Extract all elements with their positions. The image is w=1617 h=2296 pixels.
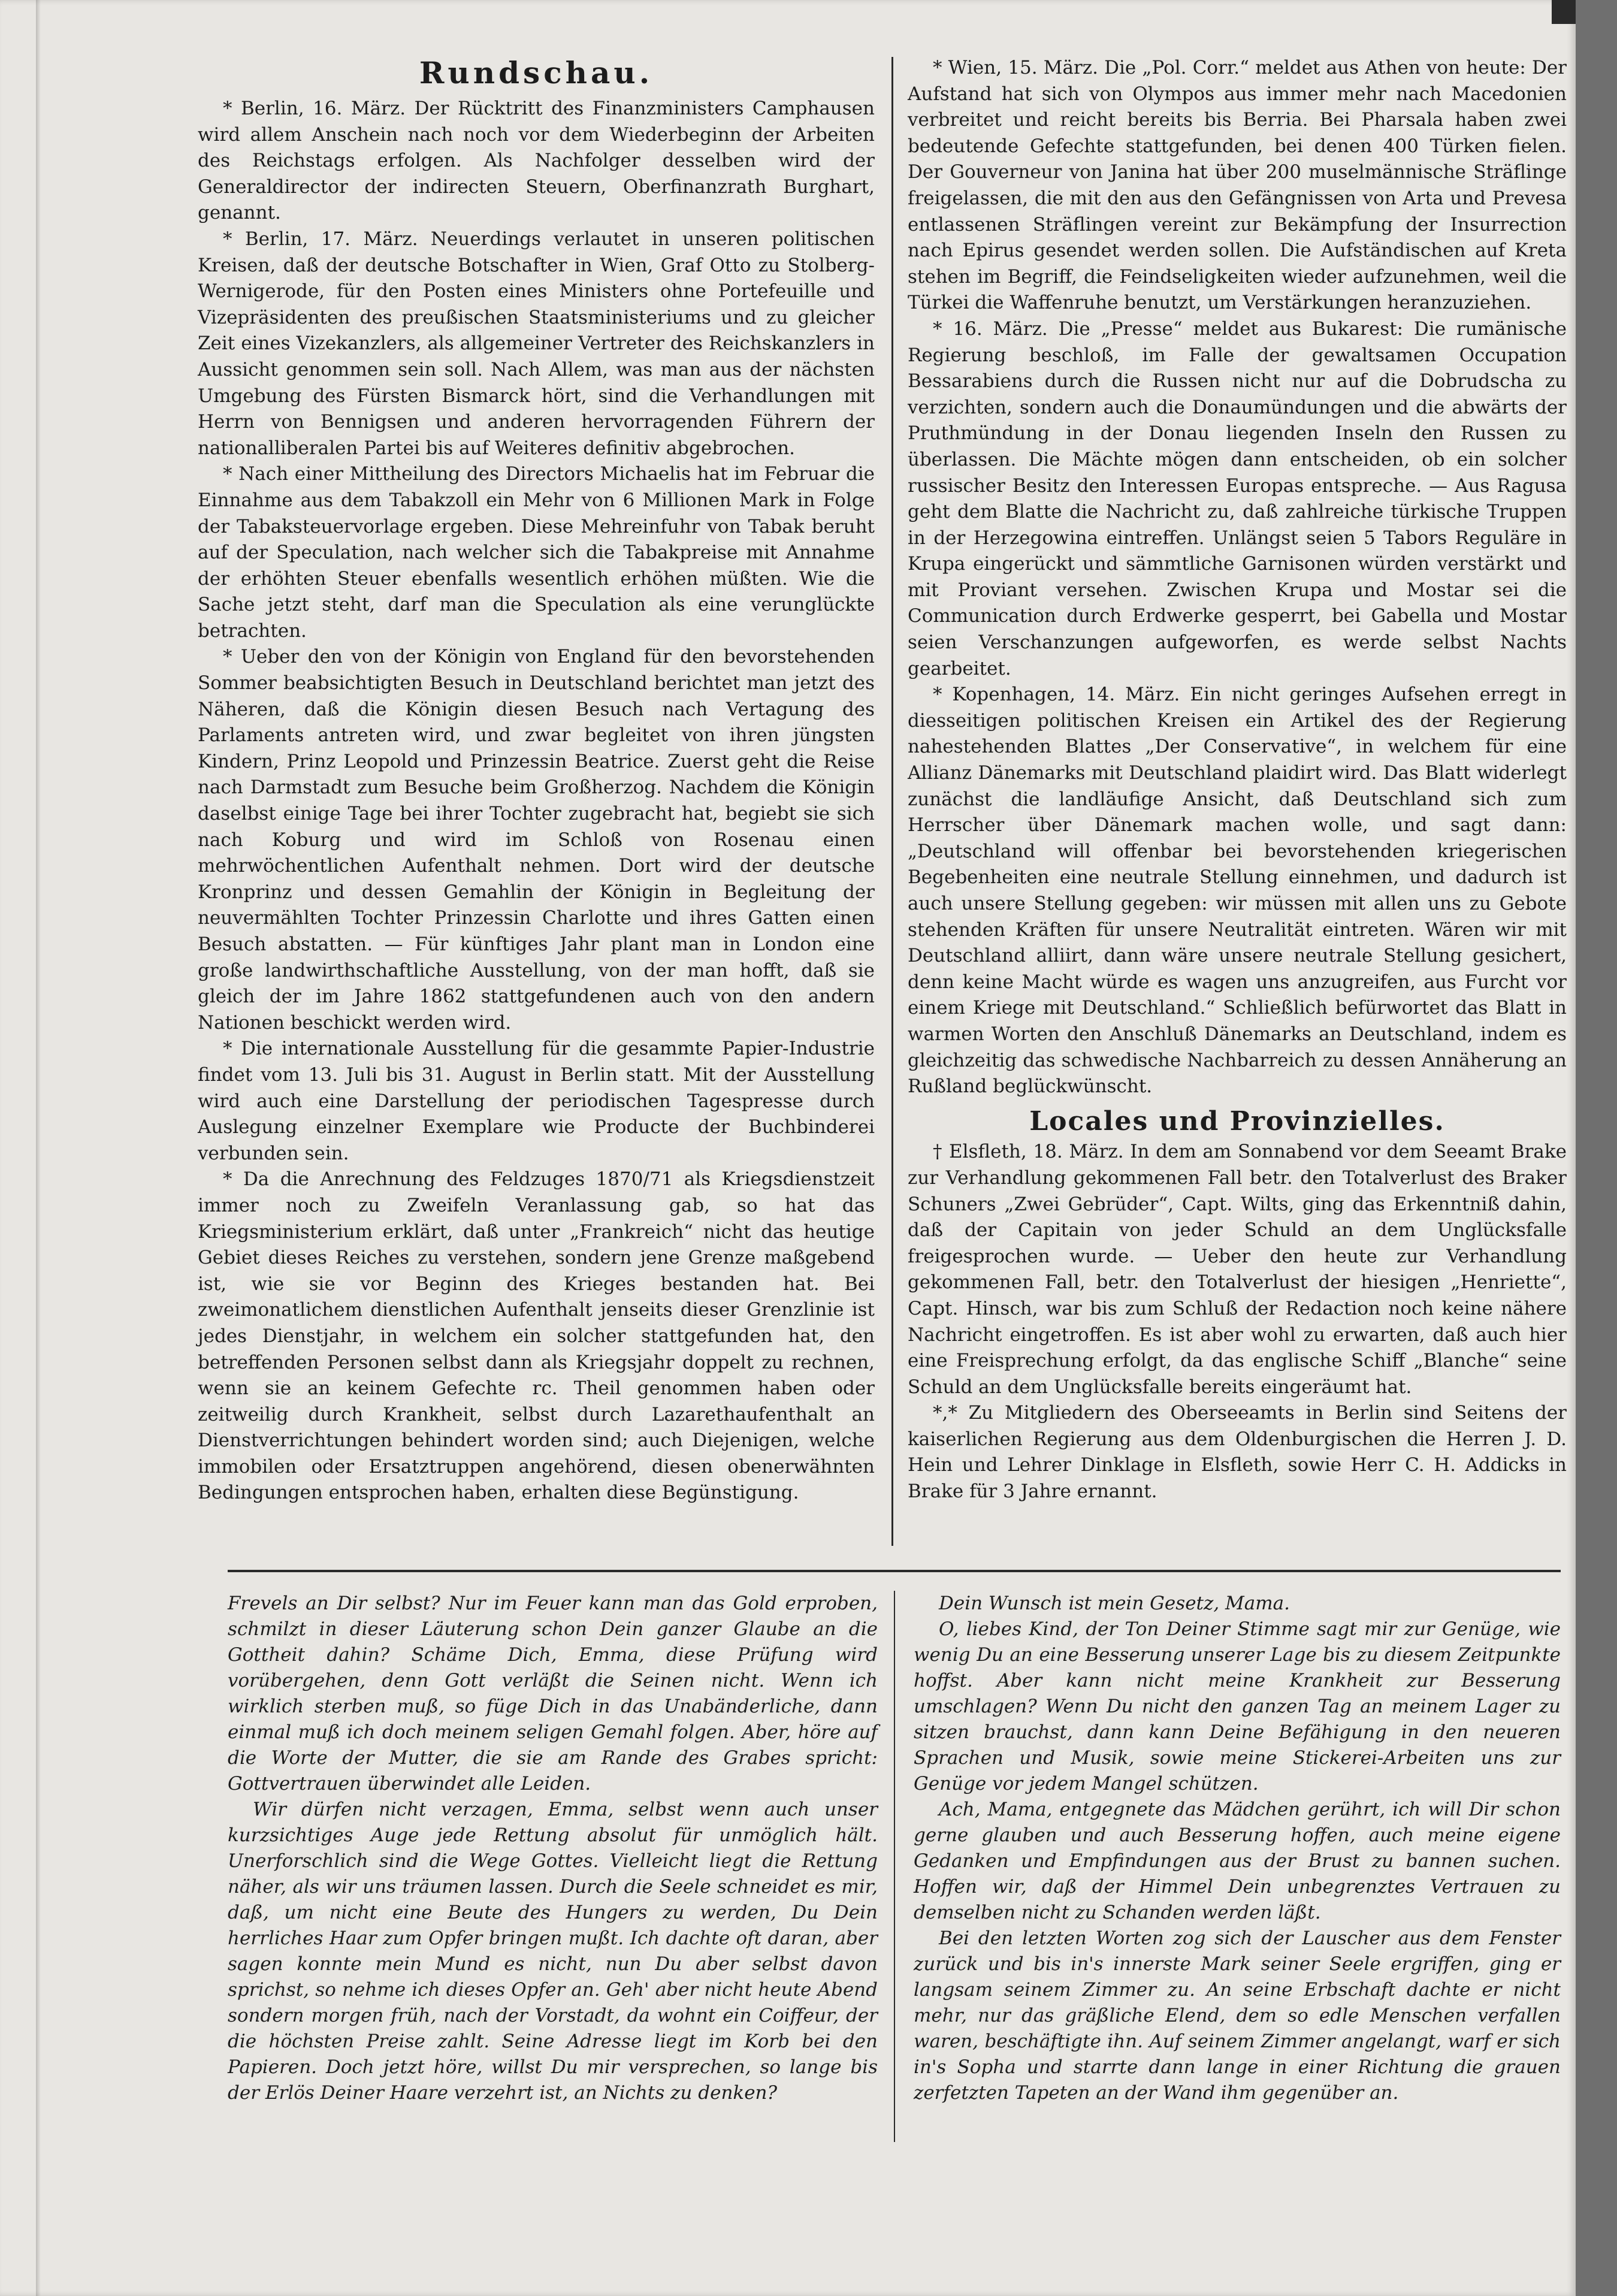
feuilleton-paragraph: Ach, Mama, entgegnete das Mädchen gerührt, ich will Dir schon gerne glauben und auch Besserung hoffen, auch meine eigene Gedanken und Empfindungen aus der Brust zu bannen suchen. Hoffen wir, daß der Himmel Dein unbegrenztes Vertrauen zu demselben nicht zu Schanden werden läßt. xyxy=(914,1799,1561,1923)
section-title-rundschau: Rundschau. xyxy=(419,55,654,90)
local-news-item: *,* Zu Mitgliedern des Oberseeamts in Berlin sind Seitens der kaiserlichen Regierung aus dem Oldenburgischen die Herren J. D. Hein und Lehrer Dinklage in Elsfleth, sowie Herr C. H. Addicks in Brake für 3 Jahre ernannt. xyxy=(908,1402,1567,1503)
feuilleton-paragraph: Wir dürfen nicht verzagen, Emma, selbst wenn auch unser kurzsichtiges Auge jede Rettung absolut für unmöglich hält. Unerforschlich sind die Wege Gottes. Vielleicht liegt die Rettung näher, als wir uns träumen lassen. Durch die Seele schneidet es mir, daß, um nicht eine Beute des Hungers zu werden, Du Dein herrliches Haar zum Opfer bringen mußt. Ich dachte oft daran, aber sagen konnte mein Mund es nicht, nun Du aber selbst davon sprichst, so nehme ich dieses Opfer an. Geh' aber nicht heute Abend sondern morgen früh, nach der Vorstadt, da wohnt ein Coiffeur, der die höchsten Preise zahlt. Seine Adresse liegt im Korb bei den Papieren. Doch jetzt höre, willst Du mir versprechen, so lange bis der Erlös Deiner Haare verzehrt ist, an Nichts zu denken? xyxy=(228,1799,878,2104)
column-divider-top xyxy=(891,57,893,1546)
news-item: * Die internationale Ausstellung für die gesammte Papier-Industrie findet vom 13. Juli bis 31. August in Berlin statt. Mit der Ausstellung wird auch eine Darstellung der periodischen Tagespresse durch Auslegung einzelner Exemplare wie Producte der Buchbinderei verbunden sein. xyxy=(198,1038,875,1164)
left-news-column xyxy=(198,96,875,1506)
section-heading-local: Locales und Provinzielles. xyxy=(1029,1105,1445,1137)
corner-tab xyxy=(1552,0,1576,24)
news-item: * 16. März. Die „Presse“ meldet aus Bukarest: Die rumänische Regierung beschloß, im Falle der gewaltsamen Occupation Bessarabiens durch die Russen nicht nur auf die Dobrudscha zu verzichten, sondern auch die Donaumündungen und die abwärts der Pruthmündung in der Donau liegenden Inseln den Russen zu überlassen. Die Mächte mögen dann entscheiden, ob ein solcher russischer Besitz den Interessen Europas entspreche. — Aus Ragusa geht dem Blatte die Nachricht zu, daß zahlreiche türkische Truppen in der Herzegowina eintreffen. Unlängst seien 5 Tabors Reguläre in Krupa eingerückt und sämmtliche Garnisonen würden verstärkt und mit Proviant versehen. Zwischen Krupa und Mostar sei die Communication durch Erdwerke gesperrt, bei Gabella und Mostar seien Verschanzungen aufgeworfen, es werde selbst Nachts gearbeitet. xyxy=(908,318,1567,679)
news-item: * Ueber den von der Königin von England für den bevorstehenden Sommer beabsichtigten Besuch in Deutschland berichtet man jetzt des Näheren, daß die Königin diesen Besuch nach Vertagung des Parlaments antreten wird, und zwar begleitet von ihren jüngsten Kindern, Prinz Leopold und Prinzessin Beatrice. Zuerst geht die Reise nach Darmstadt zum Besuche beim Großherzog. Nachdem die Königin daselbst einige Tage bei ihrer Tochter zugebracht hat, begiebt sie sich nach Koburg und wird im Schloß von Rosenau einen mehrwöchentlichen Aufenthalt nehmen. Dort wird der deutsche Kronprinz und dessen Gemahlin der Königin in Begleitung der neuvermählten Tochter Prinzessin Charlotte und ihres Gatten einen Besuch abstatten. — Für künftiges Jahr plant man in London eine große landwirthschaftliche Ausstellung, von der man hofft, daß sie gleich der im Jahre 1862 stattgefundenen auch von den andern Nationen beschickt werden wird. xyxy=(198,646,875,1034)
column-divider-bottom xyxy=(894,1591,895,2142)
feuilleton-paragraph: Frevels an Dir selbst? Nur im Feuer kann man das Gold erproben, schmilzt in dieser Läuterung schon Dein ganzer Glaube an die Gottheit dahin? Schäme Dich, Emma, diese Prüfung wird vorübergehen, denn Gott verläßt die Seinen nicht. Wenn ich wirklich sterben muß, so füge Dich in das Unabänderliche, dann einmal muß ich doch meinem seligen Gemahl folgen. Aber, höre auf die Worte der Mutter, die sie am Rande des Grabes spricht: Gottvertrauen überwindet alle Leiden. xyxy=(228,1593,878,1794)
news-item: * Berlin, 17. März. Neuerdings verlautet in unseren politischen Kreisen, daß der deutsche Botschafter in Wien, Graf Otto zu Stolberg-Wernigerode, für den Posten eines Ministers ohne Portefeuille und Vizepräsidenten des preußischen Staatsministeriums und zu gleicher Zeit eines Vizekanzlers, als allgemeiner Vertreter des Reichskanzlers in Aussicht genommen sein soll. Nach Allem, was man aus der nächsten Umgebung des Fürsten Bismarck hört, sind die Verhandlungen mit Herrn von Bennigsen und anderen hervorragenden Führern der nationalliberalen Partei bis auf Weiteres definitiv abgebrochen. xyxy=(198,228,875,459)
feuilleton-paragraph: Dein Wunsch ist mein Gesetz, Mama. xyxy=(939,1593,1290,1614)
news-item: * Nach einer Mittheilung des Directors Michaelis hat im Februar die Einnahme aus dem Tabakzoll ein Mehr von 6 Millionen Mark in Folge der Tabaksteuervorlage ergeben. Diese Mehreinfuhr von Tabak beruht auf der Speculation, nach welcher sich die Tabakpreise mit Annahme der erhöhten Steuer ebenfalls wesentlich erhöhen müßten. Wie die Sache jetzt steht, darf man die Speculation als eine verunglückte betrachten. xyxy=(198,463,875,642)
news-item: * Berlin, 16. März. Der Rücktritt des Finanzministers Camphausen wird allem Anschein nach noch vor dem Wiederbeginn der Arbeiten des Reichstags erfolgen. Als Nachfolger desselben wird der Generaldirector der indirecten Steuern, Oberfinanzrath Burghart, genannt. xyxy=(198,98,875,224)
local-news-item: † Elsfleth, 18. März. In dem am Sonnabend vor dem Seeamt Brake zur Verhandlung gekommenen Fall betr. den Totalverlust des Braker Schuners „Zwei Gebrüder“, Capt. Wilts, ging das Erkenntniß dahin, daß der Capitain von jeder Schuld an dem Unglücksfalle freigesprochen wurde. — Ueber den heute zur Verhandlung gekommenen Fall, betr. den Totalverlust der hiesigen „Henriette“, Capt. Hinsch, war bis zum Schluß der Redaction noch keine nähere Nachricht eingetroffen. Es ist aber wohl zu erwarten, daß auch hier eine Freisprechung erfolgt, da das englische Schiff „Blanche“ seine Schuld an dem Unglücksfalle bereits eingeräumt hat. xyxy=(908,1141,1567,1398)
feuilleton-paragraph: O, liebes Kind, der Ton Deiner Stimme sagt mir zur Genüge, wie wenig Du an eine Besserung unserer Lage bis zu diesem Zeitpunkte hoffst. Aber kann nicht meine Krankheit zur Besserung umschlagen? Wenn Du nicht den ganzen Tag an meinem Lager zu sitzen brauchst, dann kann Deine Befähigung in den neueren Sprachen und Musik, sowie meine Stickerei-Arbeiten uns zur Genüge vor jedem Mangel schützen. xyxy=(914,1618,1561,1794)
news-item: * Da die Anrechnung des Feldzuges 1870/71 als Kriegsdienstzeit immer noch zu Zweifeln Veranlassung gab, so hat das Kriegsministerium erklärt, daß unter „Frankreich“ nicht das heutige Gebiet dieses Reiches zu verstehen, sondern jene Grenze maßgebend ist, wie sie vor Beginn des Krieges bestanden hat. Bei zweimonatlichem dienstlichen Aufenthalt jenseits dieser Grenzlinie ist jedes Dienstjahr, in welchem ein solcher stattgefunden hat, den betreffenden Personen selbst dann als Kriegsjahr doppelt zu rechnen, wenn sie an keinem Gefechte rc. Theil genommen haben oder zeitweilig durch Krankheit, selbst durch Lazarethaufenthalt an Dienstverrichtungen behindert worden sind; auch Diejenigen, welche immobilen oder Ersatztruppen angehörend, diesen obenerwähnten Bedingungen entsprochen haben, erhalten diese Begünstigung. xyxy=(198,1168,875,1504)
news-item: * Kopenhagen, 14. März. Ein nicht geringes Aufsehen erregt in diesseitigen politischen Kreisen ein Artikel des der Regierung nahestehenden Blattes „Der Conservative“, in welchem für eine Allianz Dänemarks mit Deutschland plaidirt wird. Das Blatt widerlegt zunächst die landläufige Ansicht, daß Deutschland sich zum Herrscher über Dänemark machen wolle, und sagt dann: „Deutschland will offenbar bei bevorstehenden kriegerischen Begebenheiten eine neutrale Stellung einnehmen, und dadurch ist auch unsere Stellung gegeben: wir müssen mit allen uns zu Gebote stehenden Kräften für unsere Neutralität eintreten. Wären wir mit Deutschland alliirt, dann wäre unsere neutrale Stellung gesichert, denn keine Macht würde es wagen uns anzugreifen, aus Furcht vor einem Kriege mit Deutschland.“ Schließlich befürwortet das Blatt in warmen Worten den Anschluß Dänemarks an Deutschland, indem es gleichzeitig das schwedische Nachbarreich zu dessen Annäherung an Rußland beglückwünscht. xyxy=(908,684,1567,1098)
news-item: * Wien, 15. März. Die „Pol. Corr.“ meldet aus Athen von heute: Der Aufstand hat sich von Olympos aus immer mehr nach Macedonien verbreitet und reicht bereits bis Berria. Bei Pharsala haben zwei bedeutende Gefechte stattgefunden, bei denen 400 Türken fielen. Der Gouverneur von Janina hat über 200 muselmännische Sträflinge freigelassen, die mit den aus den Gefängnissen von Arta und Prevesa entlassenen Sträflingen vereint zur Bekämpfung der Insurrection nach Epirus gesendet werden sollen. Die Aufständischen auf Kreta stehen im Begriff, die Feindseligkeiten wieder aufzunehmen, weil die Türkei die Waffenruhe benutzt, um Verstärkungen heranzuziehen. xyxy=(908,57,1567,314)
right-news-column xyxy=(908,55,1567,1505)
feuilleton-left-column xyxy=(228,1591,878,2106)
feuilleton-paragraph: Bei den letzten Worten zog sich der Lauscher aus dem Fenster zurück und bis in's innerste Mark seiner Seele ergriffen, ging er langsam seinem Zimmer zu. An seine Erbschaft dachte er nicht mehr, nur das gräßliche Elend, dem so edle Menschen verfallen waren, beschäftigte ihn. Auf seinem Zimmer angelangt, warf er sich in's Sopha und starrte dann lange in einer Richtung die grauen zerfetzten Tapeten an der Wand ihm gegenüber an. xyxy=(914,1928,1561,2104)
feuilleton-right-column xyxy=(914,1591,1561,2106)
feuilleton-divider xyxy=(228,1570,1561,1572)
